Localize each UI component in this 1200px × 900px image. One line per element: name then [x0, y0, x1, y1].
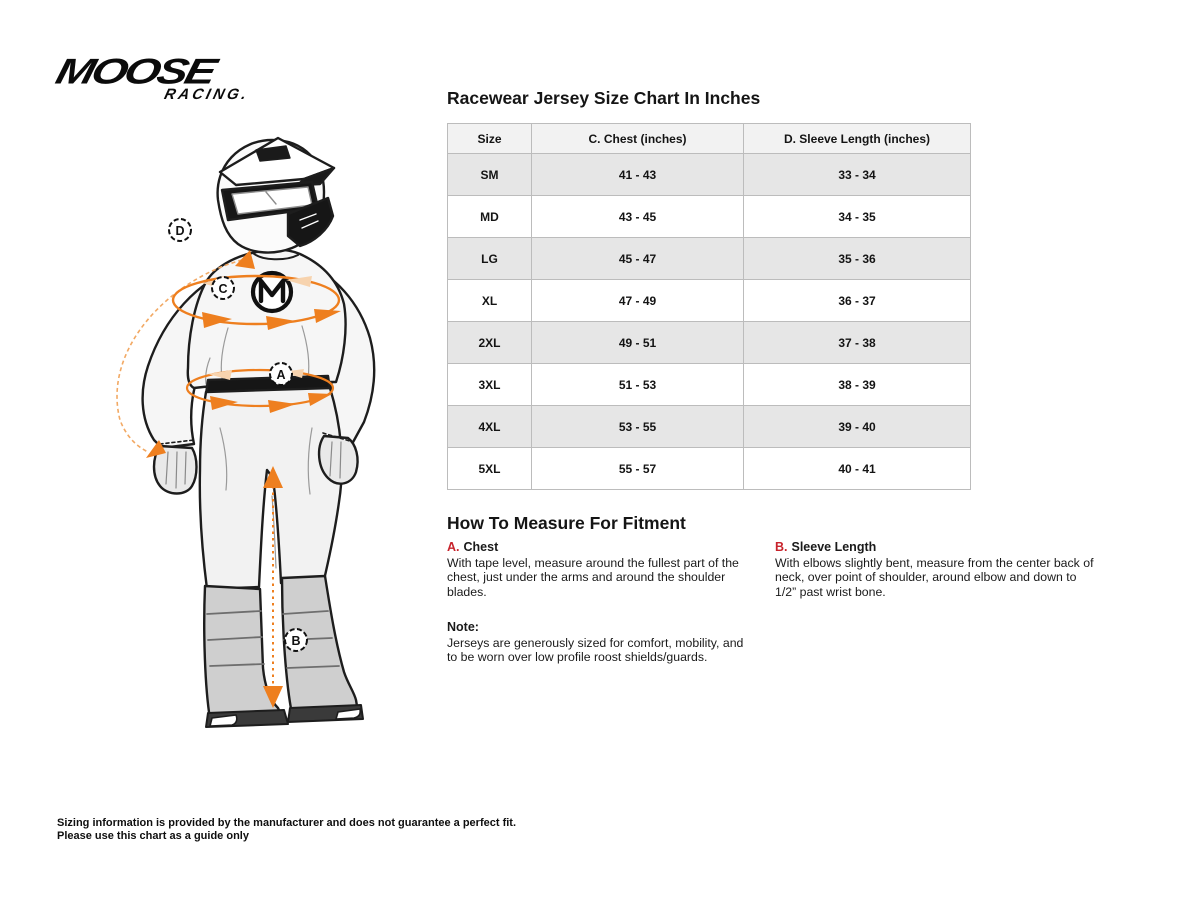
size-cell: 2XL	[448, 322, 532, 364]
chest-cell: 53 - 55	[532, 406, 744, 448]
measure-title	[447, 540, 749, 555]
size-chart-row	[448, 448, 971, 490]
size-chart-header-cell: C. Chest (inches)	[532, 124, 744, 154]
note-block	[447, 620, 747, 665]
size-cell: SM	[448, 154, 532, 196]
size-chart-row	[448, 280, 971, 322]
marker-d-sleeve	[169, 219, 191, 241]
note-text: Jerseys are generously sized for comfort, mobility, and to be worn over low profile roost shields/guards.	[447, 635, 744, 665]
size-chart-title: Racewear Jersey Size Chart In Inches	[447, 88, 761, 108]
chest-cell: 55 - 57	[532, 448, 744, 490]
marker-b-inseam	[285, 629, 307, 651]
rider-measurement-diagram	[60, 128, 420, 733]
size-cell: 5XL	[448, 448, 532, 490]
svg-text:B: B	[291, 634, 301, 648]
marker-a-waist	[270, 363, 292, 385]
chest-cell: 47 - 49	[532, 280, 744, 322]
size-cell: LG	[448, 238, 532, 280]
size-chart-table	[447, 123, 971, 490]
size-chart-header-cell: Size	[448, 124, 532, 154]
size-chart-header-cell: D. Sleeve Length (inches)	[744, 124, 971, 154]
measure-text: With elbows slightly bent, measure from the center back of neck, over point of shoulder, around elbow and down to 1/2” past wrist bone.	[775, 555, 1094, 599]
size-chart-row	[448, 196, 971, 238]
measure-text: With tape level, measure around the fullest part of the chest, just under the arms and around the shoulder blades.	[447, 555, 739, 599]
sleeve-cell: 33 - 34	[744, 154, 971, 196]
chest-cell: 43 - 45	[532, 196, 744, 238]
rider-illustration	[60, 128, 420, 733]
disclaimer-line: Sizing information is provided by the manufacturer and does not guarantee a perfect fit.	[57, 817, 517, 829]
size-chart-row	[448, 406, 971, 448]
measure-title-text: Chest	[463, 540, 499, 554]
size-chart-row	[448, 154, 971, 196]
svg-text:D: D	[175, 224, 185, 238]
size-cell: 4XL	[448, 406, 532, 448]
chest-cell: 45 - 47	[532, 238, 744, 280]
disclaimer-line: Please use this chart as a guide only	[57, 830, 249, 842]
logo-wordmark: MOOSE	[51, 50, 219, 92]
measure-letter: A.	[447, 540, 460, 554]
measure-instruction-sleeve	[775, 540, 1095, 599]
chest-cell: 51 - 53	[532, 364, 744, 406]
chest-cell: 49 - 51	[532, 322, 744, 364]
measure-title-text: Sleeve Length	[791, 540, 877, 554]
rider-pants	[200, 388, 342, 589]
svg-text:C: C	[218, 282, 228, 296]
size-cell: MD	[448, 196, 532, 238]
measure-instruction-chest	[447, 540, 749, 599]
sleeve-cell: 35 - 36	[744, 238, 971, 280]
sleeve-cell: 40 - 41	[744, 448, 971, 490]
moose-racing-logo	[51, 50, 257, 103]
size-chart-row	[448, 322, 971, 364]
size-cell: 3XL	[448, 364, 532, 406]
sleeve-cell: 39 - 40	[744, 406, 971, 448]
sleeve-cell: 36 - 37	[744, 280, 971, 322]
note-label: Note:	[447, 620, 479, 634]
measure-title	[775, 540, 1095, 555]
sleeve-cell: 38 - 39	[744, 364, 971, 406]
size-chart-row	[448, 238, 971, 280]
sleeve-cell: 37 - 38	[744, 322, 971, 364]
chest-cell: 41 - 43	[532, 154, 744, 196]
svg-text:A: A	[276, 368, 286, 382]
measure-letter: B.	[775, 540, 788, 554]
size-cell: XL	[448, 280, 532, 322]
size-chart-header-row	[448, 124, 971, 154]
size-chart-row	[448, 364, 971, 406]
marker-c-chest	[212, 277, 234, 299]
logo-subtitle: RACING.	[162, 86, 252, 103]
disclaimer	[57, 817, 516, 843]
how-to-measure-heading: How To Measure For Fitment	[447, 513, 686, 533]
sleeve-cell: 34 - 35	[744, 196, 971, 238]
